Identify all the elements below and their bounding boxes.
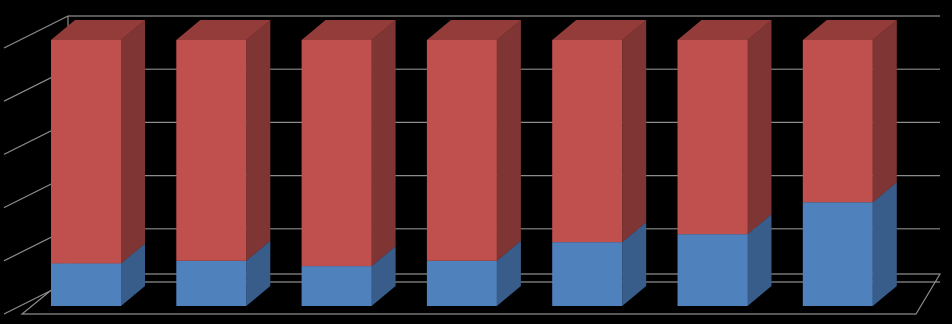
bar-7-series-2-front [803, 40, 873, 202]
bar-5-series-2-front [552, 40, 622, 242]
bar-5-series-2-side [622, 20, 646, 242]
bar-4-series-1-front [427, 261, 497, 306]
bar-7-series-1-front [803, 202, 873, 306]
bar-6-series-2-front [678, 40, 748, 234]
bar-6-series-2-side [748, 20, 772, 234]
bar-4-series-2-side [497, 20, 521, 261]
bar-3-series-2-side [372, 20, 396, 266]
bar-7-series-2-side [873, 20, 897, 202]
bars [51, 20, 897, 306]
bar-2-series-1-front [176, 261, 246, 306]
bar-1-series-2-side [121, 20, 145, 263]
bar-3-series-2-front [302, 40, 372, 266]
bar-1-series-2-front [51, 40, 121, 263]
bar-7-series-1-side [873, 182, 897, 306]
bar-4-series-2-front [427, 40, 497, 261]
bar-2-series-2-front [176, 40, 246, 261]
bar-1-series-1-front [51, 263, 121, 306]
bar-6-series-1-front [678, 234, 748, 306]
bar-5-series-1-front [552, 242, 622, 306]
bar-2-series-2-side [246, 20, 270, 261]
bar-3-series-1-front [302, 266, 372, 306]
